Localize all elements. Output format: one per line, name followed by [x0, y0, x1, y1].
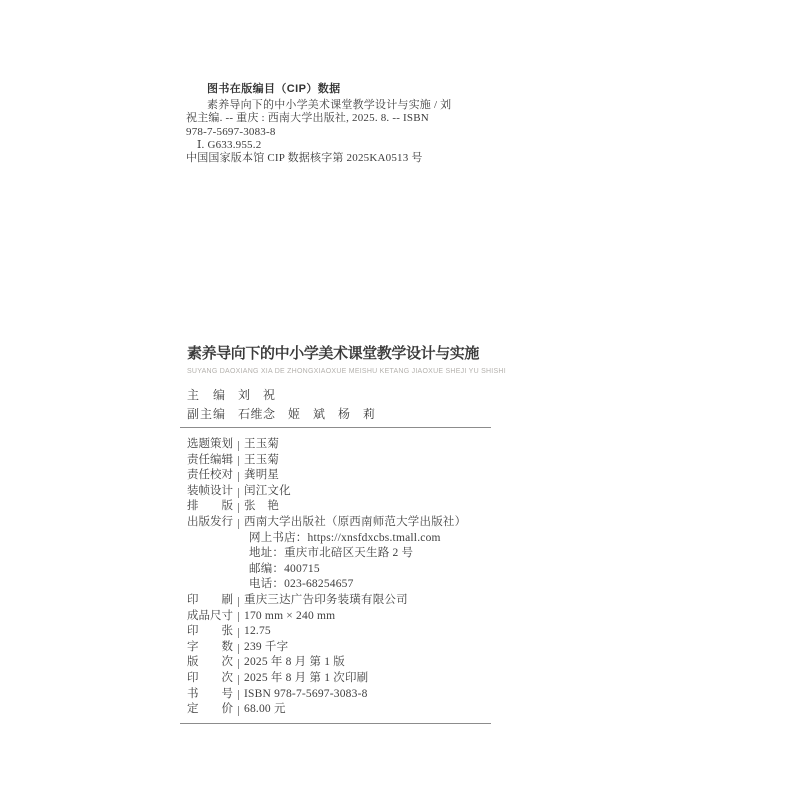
credits-row-isbn — [187, 687, 517, 703]
cip-line-record-number: 中国国家版本馆 CIP 数据核字第 2025KA0513 号 — [186, 152, 423, 165]
credits-row-dimensions — [187, 609, 517, 625]
credits-row-wordcount — [187, 640, 517, 656]
credits-label: 印刷 — [187, 593, 233, 606]
page-title: 素养导向下的中小学美术课堂教学设计与实施 — [187, 345, 480, 362]
separator-bar — [238, 612, 239, 622]
credits-value: 重庆三达广告印务装璜有限公司 — [244, 593, 408, 606]
credits-label: 印张 — [187, 625, 233, 638]
credits-row-proofreader — [187, 468, 517, 484]
separator-bar — [238, 488, 239, 498]
separator-bar — [238, 503, 239, 513]
credits-value: 西南大学出版社（原西南师范大学出版社） — [244, 515, 467, 528]
credits-row-planning — [187, 437, 517, 453]
separator-bar — [238, 456, 239, 466]
credits-row-sheets — [187, 624, 517, 640]
chief-editor-name: 刘 祝 — [238, 388, 276, 402]
divider-top — [180, 427, 491, 428]
cip-block — [186, 83, 516, 165]
cip-line-title: 素养导向下的中小学美术课堂教学设计与实施 / 刘 — [207, 99, 452, 112]
credits-value: 闰江文化 — [244, 484, 291, 497]
editors-block — [187, 386, 376, 423]
publisher-address: 地址：重庆市北碚区天生路 2 号 — [249, 547, 414, 560]
credits-value: 68.00 元 — [244, 703, 286, 716]
title-pinyin: SUYANG DAOXIANG XIA DE ZHONGXIAOXUE MEISHU KETANG JIAOXUE SHEJI YU SHISHI — [187, 368, 506, 375]
credits-row-price — [187, 702, 517, 718]
credits-label: 责任校对 — [187, 469, 233, 482]
cip-line-publisher: 祝主编. -- 重庆 : 西南大学出版社, 2025. 8. -- ISBN — [186, 112, 429, 125]
credits-value: 王玉菊 — [244, 453, 280, 466]
deputy-editor-names: 石维念 姬 斌 杨 莉 — [238, 406, 376, 421]
colophon-block — [187, 437, 517, 718]
deputy-editor-row — [187, 405, 376, 424]
cip-line-isbn: 978-7-5697-3083-8 — [186, 125, 276, 138]
publisher-postcode: 邮编：400715 — [249, 562, 320, 575]
credits-label: 装帧设计 — [187, 484, 233, 497]
chief-editor-row — [187, 386, 376, 405]
credits-value: 张 艳 — [244, 500, 280, 513]
chief-editor-label: 主编 — [187, 388, 225, 402]
publisher-phone: 电话：023-68254657 — [249, 578, 354, 591]
credits-label: 成品尺寸 — [187, 609, 233, 622]
separator-bar — [238, 597, 239, 607]
credits-value: ISBN 978-7-5697-3083-8 — [244, 687, 368, 700]
divider-bottom — [180, 723, 491, 724]
separator-bar — [238, 628, 239, 638]
credits-value: 王玉菊 — [244, 438, 280, 450]
credits-value: 2025 年 8 月 第 1 版 — [244, 656, 345, 669]
separator-bar — [238, 675, 239, 685]
credits-label: 定价 — [187, 703, 233, 716]
credits-row-edition — [187, 655, 517, 671]
credits-label: 出版发行 — [187, 515, 233, 528]
credits-label: 书号 — [187, 687, 233, 700]
credits-row-design — [187, 484, 517, 500]
credits-value: 12.75 — [244, 625, 271, 638]
credits-value: 239 千字 — [244, 640, 289, 653]
separator-bar — [238, 644, 239, 654]
credits-label: 印次 — [187, 671, 233, 684]
credits-value: 170 mm × 240 mm — [244, 609, 336, 622]
credits-label: 排版 — [187, 500, 233, 513]
credits-label: 选题策划 — [187, 438, 233, 450]
credits-row-printing — [187, 671, 517, 687]
separator-bar — [238, 472, 239, 482]
credits-row-typesetting — [187, 499, 517, 515]
credits-value: 龚明星 — [244, 469, 280, 482]
credits-row-publisher — [187, 515, 517, 531]
credits-label: 版次 — [187, 656, 233, 669]
separator-bar — [238, 441, 239, 451]
separator-bar — [238, 519, 239, 529]
publisher-online-store: 网上书店：https://xnsfdxcbs.tmall.com — [249, 531, 441, 544]
deputy-editor-label: 副主编 — [187, 406, 225, 421]
credits-row-printer — [187, 593, 517, 609]
credits-value: 2025 年 8 月 第 1 次印刷 — [244, 671, 369, 684]
separator-bar — [238, 690, 239, 700]
credits-label: 字数 — [187, 640, 233, 653]
separator-bar — [238, 706, 239, 716]
separator-bar — [238, 659, 239, 669]
title-block — [187, 345, 517, 375]
cip-line-classification: Ⅰ. G633.955.2 — [197, 138, 262, 151]
cip-heading: 图书在版编目（CIP）数据 — [207, 83, 341, 95]
credits-label: 责任编辑 — [187, 453, 233, 466]
credits-row-editor — [187, 453, 517, 469]
